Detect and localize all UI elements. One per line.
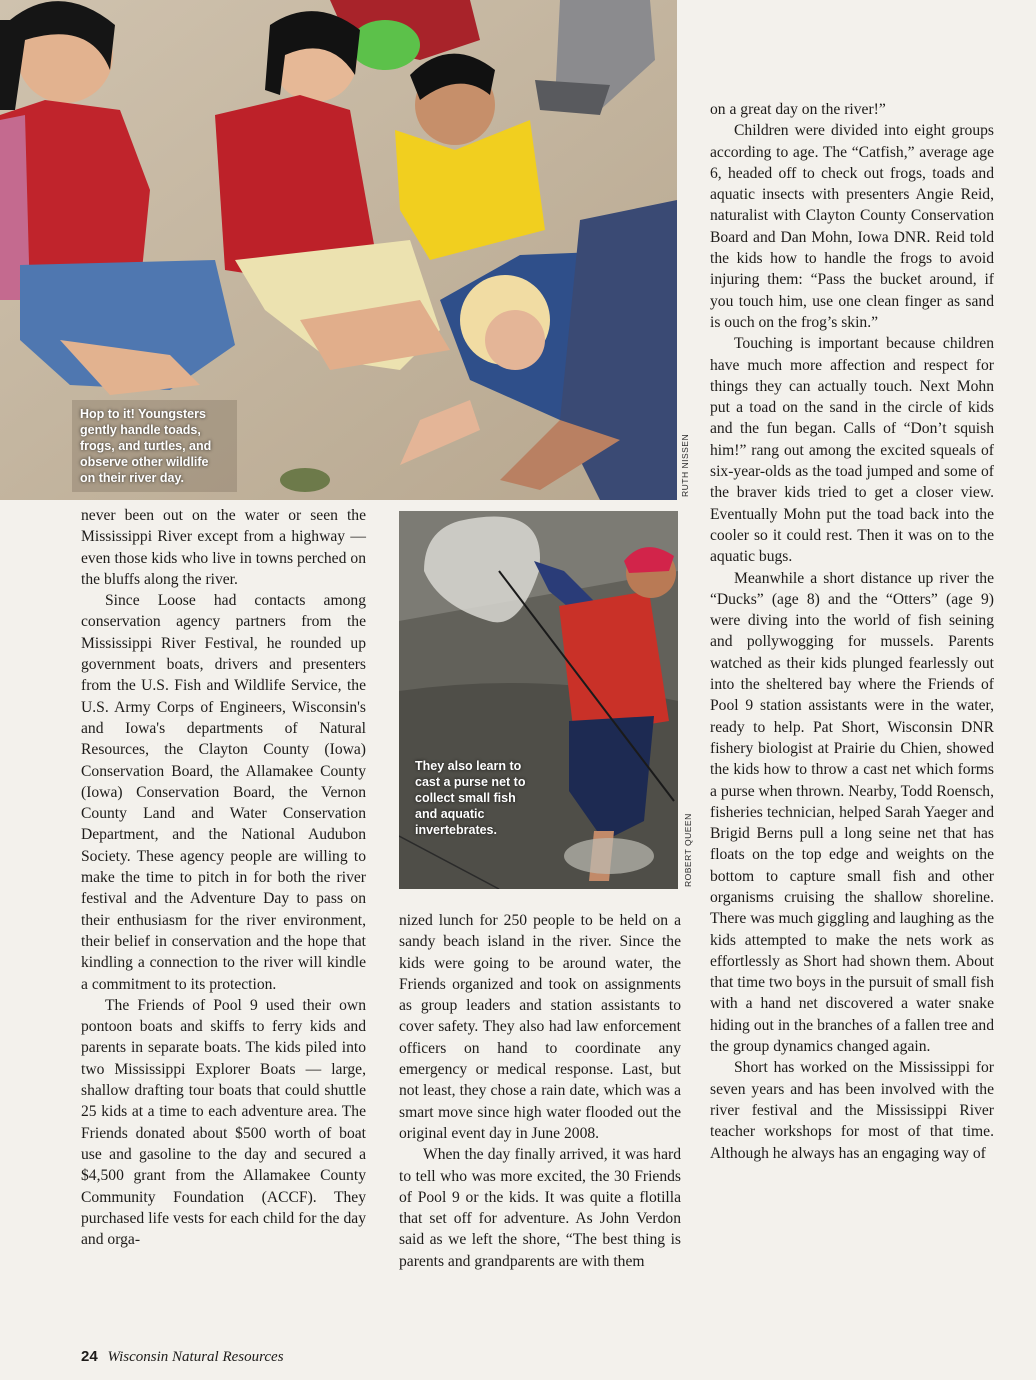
text-column-middle xyxy=(399,910,681,1272)
page-number: 24 xyxy=(81,1348,98,1365)
paragraph: The Friends of Pool 9 used their own pontoon boats and skiffs to ferry kids and parents in separate boats. The kids piled into two Mississippi Explorer Boats — large, shallow drafting tour boats that could shuttle 25 kids at a time to each adventure area. The Friends donated about $500 worth of boat use and gasoline to the day and secured a $4,500 grant from the Allamakee County Community Foundation (ACCF). They purchased life vests for each child for the day and orga- xyxy=(81,996,366,1249)
photo-caption-top: Hop to it! Youngsters gently handle toads, frogs, and turtles, and observe other wildlife on their river day. xyxy=(80,407,212,485)
page-footer xyxy=(81,1348,284,1366)
paragraph: Since Loose had contacts among conservation agency partners from the Mississippi River Festival, he rounded up government boats, drivers and presenters from the U.S. Fish and Wildlife Service, the U.S. Army Corps of Engineers, Wisconsin's and Iowa's departments of Natural Resources, the Clayton County (Iowa) Conservation Board, the Allamakee County (Iowa) Conservation Board, the Vernon County Land and Water Conservation Department, and the National Audubon Society. These agency people are willing to make the time to pitch in for both the river festival and the Adventure Day to pass on their enthusiasm for the river environment, their belief in conservation and the hope that kindling a connection to the river will kindle a commitment to its protection. xyxy=(81,592,366,993)
text-column-right xyxy=(710,99,994,1164)
paragraph: Children were divided into eight groups according to age. The “Catfish,” average age 6, headed off to check out frogs, toads and aquatic insects with presenters Angie Reid, naturalist with Clayton County Conservation Board and Dan Mohn, Iowa DNR. Reid told the kids how to handle the frogs to avoid injuring them: “Pass the bucket around, if you touch him, use one clean finger as sand is ouch on the frog’s skin.” xyxy=(710,122,994,331)
paragraph: When the day finally arrived, it was hard to tell who was more excited, the 30 Friends of Pool 9 or the kids. It was quite a flotilla that set off for adventure. As John Verdon said as we left the shore, “The best thing is parents and grandparents are with them xyxy=(399,1146,681,1270)
photo-credit-middle: ROBERT QUEEN xyxy=(683,813,693,887)
magazine-title: Wisconsin Natural Resources xyxy=(107,1349,284,1365)
photo-caption-middle: They also learn to cast a purse net to collect small fish and aquatic invertebrates. xyxy=(415,759,526,837)
text-column-left xyxy=(81,505,366,1250)
paragraph: on a great day on the river!” xyxy=(710,101,886,118)
paragraph: Short has worked on the Mississippi for seven years and has been involved with the river festival and the Mississippi River teacher workshops for most of that time. Although he always has an engaging way of xyxy=(710,1059,994,1162)
paragraph: Meanwhile a short distance up river the “Ducks” (age 8) and the “Otters” (age 9) were diving into the world of fish seining and pollywogging for mussels. Parents watched as their kids plunged fearlessly out into the sheltered bay where the Friends of Pool 9 station assistants were in the water, ready to help. Pat Short, Wisconsin DNR fishery biologist at Prairie du Chien, showed the kids how to throw a cast net which forms a purse when thrown. Nearby, Todd Roensch, fisheries technician, helped Sarah Yaeger and Brigid Berns pull a long seine net that has floats on the top edge and weights on the bottom to capture small fish and other organisms cruising the shallow shoreline. There was much giggling and laughing as the kids attempted to make the nets work as effortlessly as Short had shown them. About that time two boys in the pursuit of small fish with a hand net discovered a water snake hiding out in the branches of a fallen tree and the group dynamics changed again. xyxy=(710,569,994,1056)
paragraph: Touching is important because children have much more affection and respect for things they can actually touch. Next Mohn put a toad on the sand in the circle of kids and the fun began. Calls of “Don’t squish him!” rang out among the excited squeals of six-year-olds as the toad jumped and some of the braver kids tried to get a closer view. Eventually Mohn put the toad back into the cooler so it could rest. Then it was on to the aquatic bugs. xyxy=(710,335,994,566)
paragraph: never been out on the water or seen the Mississippi River except from a highway — even those kids who live in towns perched on the bluffs along the river. xyxy=(81,507,366,588)
photo-credit-top: RUTH NISSEN xyxy=(680,433,690,497)
paragraph: nized lunch for 250 people to be held on a sandy beach island in the river. Since the kids were going to be around water, the Friends organized and took on assignments as group leaders and station assistants to cover safety. They also had law enforcement officers on hand to coordinate any emergency or medical response. Last, but not least, they chose a rain date, which was a smart move since high water flooded out the original event day in June 2008. xyxy=(399,912,681,1142)
